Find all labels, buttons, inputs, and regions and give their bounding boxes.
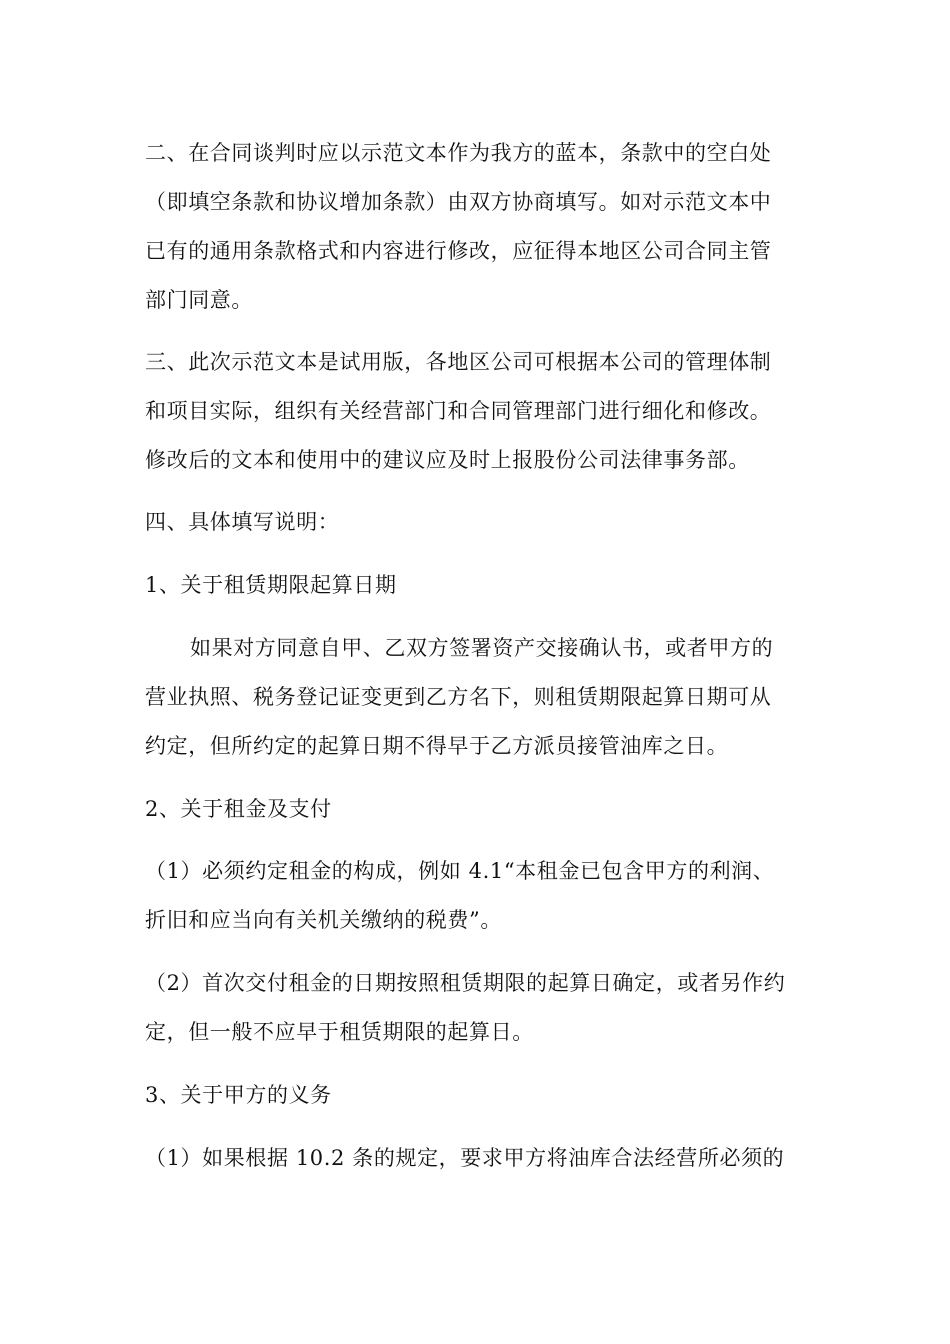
- item-1-body-line-1: 如果对方同意自甲、乙双方签署资产交接确认书，或者甲方的: [190, 636, 774, 660]
- paragraph-3-line-1: 三、此次示范文本是试用版，各地区公司可根据本公司的管理体制: [145, 350, 772, 374]
- item-3-heading: 3、关于甲方的义务: [145, 1083, 332, 1107]
- item-1-heading: 1、关于租赁期限起算日期: [145, 573, 397, 597]
- item-2-2-line-1: （2）首次交付租金的日期按照租赁期限的起算日确定，或者另作约: [145, 971, 786, 995]
- item-3-1-line-1: （1）如果根据 10.2 条的规定，要求甲方将油库合法经营所必须的: [145, 1146, 785, 1170]
- item-2-2-line-2: 定，但一般不应早于租赁期限的起算日。: [145, 1020, 534, 1044]
- paragraph-3-line-2: 和项目实际，组织有关经营部门和合同管理部门进行细化和修改。: [145, 399, 772, 423]
- item-2-1-line-1: （1）必须约定租金的构成，例如 4.1“本租金已包含甲方的利润、: [145, 859, 775, 883]
- item-2-heading: 2、关于租金及支付: [145, 797, 332, 821]
- item-2-1-line-2: 折旧和应当向有关机关缴纳的税费”。: [145, 908, 502, 932]
- paragraph-2-line-3: 已有的通用条款格式和内容进行修改，应征得本地区公司合同主管: [145, 239, 772, 263]
- paragraph-2-line-2: （即填空条款和协议增加条款）由双方协商填写。如对示范文本中: [145, 190, 772, 214]
- item-1-body-line-2: 营业执照、税务登记证变更到乙方名下，则租赁期限起算日期可从: [145, 685, 772, 709]
- paragraph-3-line-3: 修改后的文本和使用中的建议应及时上报股份公司法律事务部。: [145, 448, 750, 472]
- paragraph-2-line-1: 二、在合同谈判时应以示范文本作为我方的蓝本，条款中的空白处: [145, 141, 772, 165]
- section-4-heading: 四、具体填写说明：: [145, 510, 340, 534]
- item-1-body-line-3: 约定，但所约定的起算日期不得早于乙方派员接管油库之日。: [145, 734, 729, 758]
- paragraph-2-line-4: 部门同意。: [145, 288, 253, 312]
